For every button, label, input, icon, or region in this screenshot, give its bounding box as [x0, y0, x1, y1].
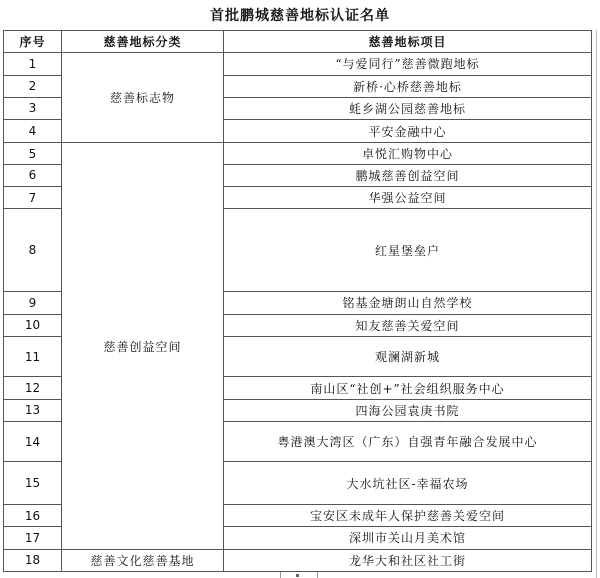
row-number: 13	[4, 399, 62, 421]
row-number: 5	[4, 143, 62, 164]
project-cell: 大水坑社区-幸福农场	[224, 462, 592, 505]
project-cell: 四海公园袁庚书院	[224, 399, 592, 421]
header-project: 慈善地标项目	[224, 31, 592, 53]
project-cell: “与爱同行”慈善微跑地标	[224, 53, 592, 75]
document-title: 首批鹏城慈善地标认证名单	[210, 8, 390, 24]
sheet-edge-line	[596, 30, 597, 578]
project-cell: 观澜湖新城	[224, 336, 592, 377]
row-number: 18	[4, 549, 62, 571]
row-number: 10	[4, 314, 62, 336]
row-number: 6	[4, 164, 62, 186]
project-cell: 新桥·心桥慈善地标	[224, 75, 592, 97]
project-cell: 鹏城慈善创益空间	[224, 164, 592, 186]
table-row	[4, 53, 592, 75]
header-row	[4, 31, 592, 53]
project-cell: 卓悦汇购物中心	[224, 143, 592, 164]
project-cell: 蚝乡湖公园慈善地标	[224, 97, 592, 119]
project-cell: 华强公益空间	[224, 186, 592, 208]
page-scroll-tab	[280, 572, 318, 578]
project-cell: 铭基金塘朗山自然学校	[224, 292, 592, 314]
row-number: 9	[4, 292, 62, 314]
row-number: 3	[4, 97, 62, 119]
project-cell: 南山区“社创+”社会组织服务中心	[224, 377, 592, 399]
landmark-table-container	[3, 30, 591, 572]
row-number: 16	[4, 505, 62, 527]
row-number: 15	[4, 462, 62, 505]
row-number: 17	[4, 527, 62, 549]
category-cell: 慈善创益空间	[62, 143, 224, 549]
row-number: 1	[4, 53, 62, 75]
project-cell: 宝安区未成年人保护慈善关爱空间	[224, 505, 592, 527]
category-cell: 慈善文化慈善基地	[62, 549, 224, 571]
project-cell: 平安金融中心	[224, 120, 592, 143]
project-cell: 粤港澳大湾区（广东）自强青年融合发展中心	[224, 421, 592, 462]
header-category: 慈善地标分类	[62, 31, 224, 53]
table-row	[4, 143, 592, 164]
project-cell: 红星堡垒户	[224, 209, 592, 292]
project-cell: 深圳市关山月美术馆	[224, 527, 592, 549]
table-row	[4, 549, 592, 571]
landmark-table	[3, 30, 592, 572]
row-number: 12	[4, 377, 62, 399]
project-cell: 龙华大和社区社工街	[224, 549, 592, 571]
row-number: 14	[4, 421, 62, 462]
row-number: 2	[4, 75, 62, 97]
header-number: 序号	[4, 31, 62, 53]
category-cell: 慈善标志物	[62, 53, 224, 143]
row-number: 7	[4, 186, 62, 208]
page-scroll-tab-mark	[296, 574, 299, 577]
row-number: 4	[4, 120, 62, 143]
row-number: 11	[4, 336, 62, 377]
row-number: 8	[4, 209, 62, 292]
project-cell: 知友慈善关爱空间	[224, 314, 592, 336]
